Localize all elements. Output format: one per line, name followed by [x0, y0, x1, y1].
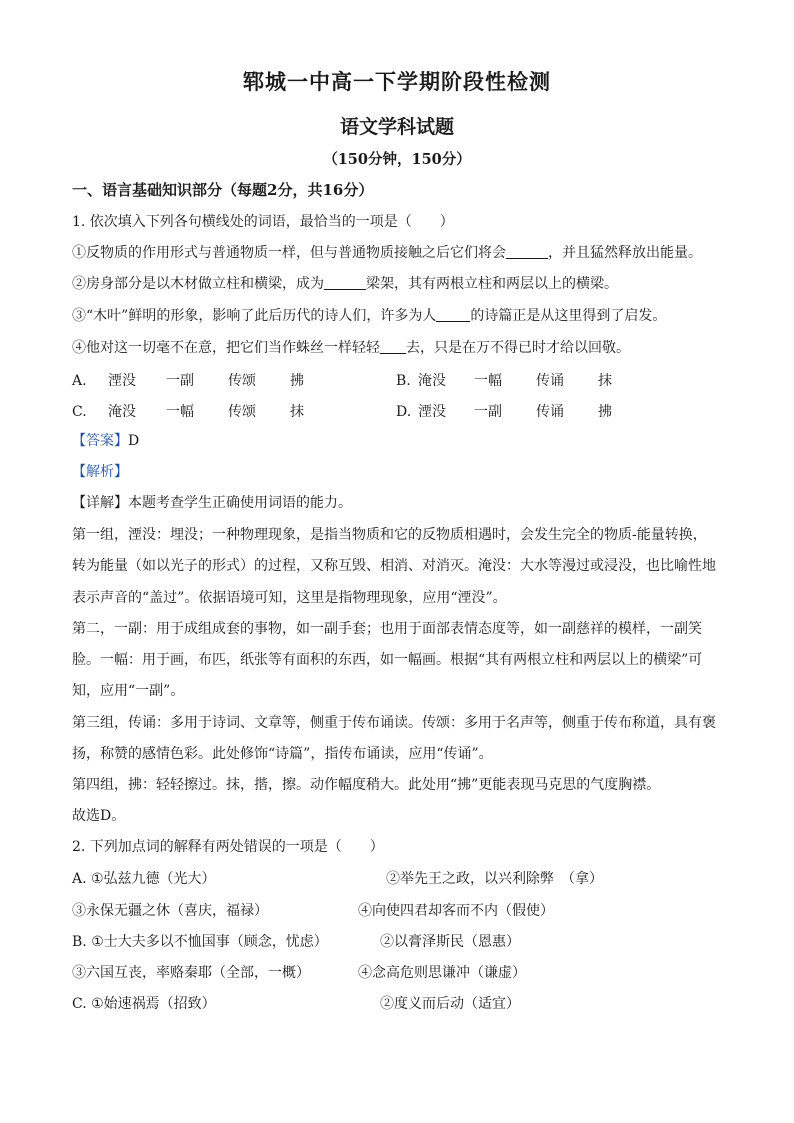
fill-blank — [436, 307, 470, 322]
school-exam-title: 郓城一中高一下学期阶段性检测 — [243, 69, 551, 94]
detail-line-7: 第三组，传诵：多用于诗词、文章等，侧重于传布诵读。传颂：多用于名声等，侧重于传布称道，具有褒 — [72, 715, 716, 731]
question-2-stem: 2. 下列加点词的解释有两处错误的一项是（ ） — [72, 839, 384, 855]
option-a: A. 湮没 一副 传颂 拂 — [72, 373, 304, 389]
section-heading: 一、语言基础知识部分（每题2分，共16分） — [72, 181, 374, 199]
fill-blank — [506, 244, 548, 259]
analysis-tag: 【解析】 — [72, 464, 128, 480]
q2-row-right: ④念高危则思谦冲（谦虚） — [358, 965, 526, 981]
q1-sentence-3: ③“木叶”鲜明的形象，影响了此后历代的诗人们，许多为人 的诗篇正是从这里得到了启发。 — [72, 308, 667, 324]
detail-line-9: 第四组，拂：轻轻擦过。抹，揩，擦。动作幅度稍大。此处用“拂”更能表现马克思的气度胸襟。 — [72, 777, 661, 793]
detail-tag: 【详解】 — [72, 495, 128, 511]
fill-blank — [380, 339, 406, 354]
q2-row-right: ②举先王之政，以兴利除弊 （拿） — [386, 871, 603, 887]
option-d: D. 湮没 一副 传诵 拂 — [396, 404, 612, 420]
analysis-line — [72, 462, 722, 482]
q2-row-right: ④向使四君却客而不内（假使） — [358, 903, 554, 919]
q2-row-left: B. ①士大夫多以不恤国事（顾念，忧虑） — [72, 934, 328, 950]
fill-blank — [324, 275, 366, 290]
answer-value: D — [128, 433, 140, 449]
q2-row-left: ③永保无疆之休（喜庆，福禄） — [72, 903, 268, 919]
q2-row-left: C. ①始速祸焉（招致） — [72, 996, 216, 1012]
q1-sentence-1: ①反物质的作用形式与普通物质一样，但与普通物质接触之后它们将会 ，并且猛然释放出能量。 — [72, 245, 702, 261]
subject-title: 语文学科试题 — [339, 116, 454, 138]
detail-line-10: 故选D。 — [72, 808, 126, 824]
option-c: C. 淹没 一幅 传颂 抹 — [72, 404, 304, 420]
exam-info: （150分钟，150分） — [323, 151, 471, 168]
detail-line-5: 脸。一幅：用于画，布匹，纸张等有面积的东西，如一幅画。根据“其有两根立柱和两层以上的横梁”可 — [72, 652, 703, 668]
q1-sentence-2: ②房身部分是以木材做立柱和横梁，成为 梁架，其有两根立柱和两层以上的横梁。 — [72, 276, 618, 292]
answer-line — [72, 431, 722, 451]
detail-line-4: 第二，一副：用于成组成套的事物，如一副手套；也用于面部表情态度等，如一副慈祥的模样，一副笑 — [72, 621, 702, 637]
option-b: B. 淹没 一幅 传诵 抹 — [396, 373, 612, 389]
detail-line-0: 【详解】本题考查学生正确使用词语的能力。 — [72, 495, 352, 511]
answer-tag: 【答案】 — [72, 433, 128, 449]
detail-line-1: 第一组，湮没：埋没；一种物理现象，是指当物质和它的反物质相遇时，会发生完全的物质-能量转换， — [72, 527, 707, 543]
q2-row-left: ③六国互丧，率赂秦耶（全部，一概） — [72, 965, 310, 981]
detail-line-6: 知，应用“一副”。 — [72, 683, 185, 699]
q1-sentence-4: ④他对这一切毫不在意，把它们当作蛛丝一样轻轻 去，只是在万不得已时才给以回敬。 — [72, 340, 630, 356]
detail-line-3: 表示声音的“盖过”。依据语境可知，这里是指物理现象，应用“湮没”。 — [72, 590, 507, 606]
q2-row-right: ②度义而后动（适宜） — [380, 996, 520, 1012]
detail-line-2: 转为能量（如以光子的形式）的过程，又称互毁、相消、对消灭。淹没：大水等漫过或浸没，也比喻性地 — [72, 558, 716, 574]
q2-row-left: A. ①弘兹九德（光大） — [72, 871, 216, 887]
detail-line-8: 扬，称赞的感情色彩。此处修饰“诗篇”，指传布诵读，应用“传诵”。 — [72, 746, 493, 762]
q2-row-right: ②以膏泽斯民（恩惠） — [380, 934, 520, 950]
question-1-stem: 1. 依次填入下列各句横线处的词语，最恰当的一项是（ ） — [72, 214, 454, 230]
